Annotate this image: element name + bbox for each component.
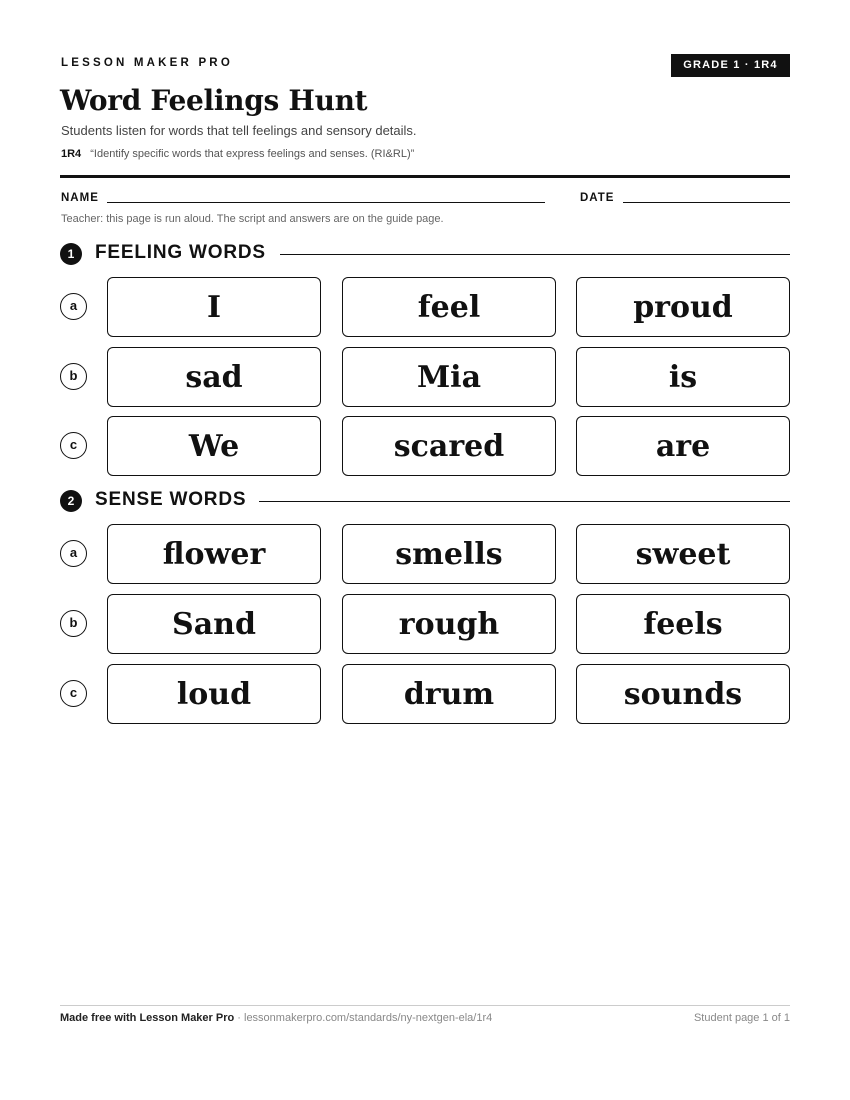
word-card[interactable]: sounds	[576, 664, 790, 724]
name-label: NAME	[61, 192, 99, 204]
feeling-row-a	[60, 277, 790, 337]
teacher-note: Teacher: this page is run aloud. The script and answers are on the guide page.	[61, 213, 444, 225]
section-title: FEELING WORDS	[95, 242, 266, 263]
row-letter: a	[60, 293, 87, 320]
word-card[interactable]: is	[576, 347, 790, 407]
sense-row-a	[60, 524, 790, 584]
footer-link[interactable]: · lessonmakerpro.com/standards/ny-nextgen-ela/1r4	[237, 1012, 493, 1024]
footer-divider	[60, 1005, 790, 1006]
word-card[interactable]: feel	[342, 277, 556, 337]
grade-badge: GRADE 1 · 1R4	[671, 54, 790, 77]
word-card[interactable]: Mia	[342, 347, 556, 407]
word-card[interactable]: We	[107, 416, 321, 476]
date-label: DATE	[580, 192, 615, 204]
footer-credit	[60, 1012, 492, 1024]
row-letter: c	[60, 680, 87, 707]
section-sense-words	[60, 488, 790, 512]
word-card[interactable]: rough	[342, 594, 556, 654]
word-card[interactable]: loud	[107, 664, 321, 724]
sense-row-b	[60, 594, 790, 654]
word-card[interactable]: smells	[342, 524, 556, 584]
page-title: Word Feelings Hunt	[60, 84, 368, 117]
footer-made-with: Made free with Lesson Maker Pro	[60, 1012, 235, 1024]
section-divider	[280, 254, 790, 255]
word-card[interactable]: proud	[576, 277, 790, 337]
row-letter: a	[60, 540, 87, 567]
section-divider	[259, 501, 790, 502]
word-card[interactable]: are	[576, 416, 790, 476]
word-card[interactable]: I	[107, 277, 321, 337]
word-card[interactable]: feels	[576, 594, 790, 654]
word-card[interactable]: sad	[107, 347, 321, 407]
feeling-row-c	[60, 416, 790, 476]
word-card[interactable]: flower	[107, 524, 321, 584]
brand-name: LESSON MAKER PRO	[61, 57, 233, 69]
standard-text: “Identify specific words that express feelings and senses. (RI&RL)”	[90, 148, 415, 160]
date-field[interactable]	[623, 202, 790, 203]
section-feeling-words	[60, 241, 790, 265]
row-letter: b	[60, 363, 87, 390]
row-letter: c	[60, 432, 87, 459]
word-card[interactable]: scared	[342, 416, 556, 476]
footer-page-number: Student page 1 of 1	[693, 1012, 790, 1024]
page-subtitle: Students listen for words that tell feelings and sensory details.	[61, 123, 417, 138]
word-card[interactable]: drum	[342, 664, 556, 724]
word-card[interactable]: sweet	[576, 524, 790, 584]
section-title: SENSE WORDS	[95, 489, 247, 510]
section-number: 1	[60, 243, 82, 265]
sense-row-c	[60, 664, 790, 724]
standard-code: 1R4	[61, 148, 82, 160]
word-card[interactable]: Sand	[107, 594, 321, 654]
feeling-row-b	[60, 347, 790, 407]
header-divider	[60, 175, 790, 178]
section-number: 2	[60, 490, 82, 512]
row-letter: b	[60, 610, 87, 637]
name-field[interactable]	[107, 202, 545, 203]
standard-line	[61, 148, 414, 160]
